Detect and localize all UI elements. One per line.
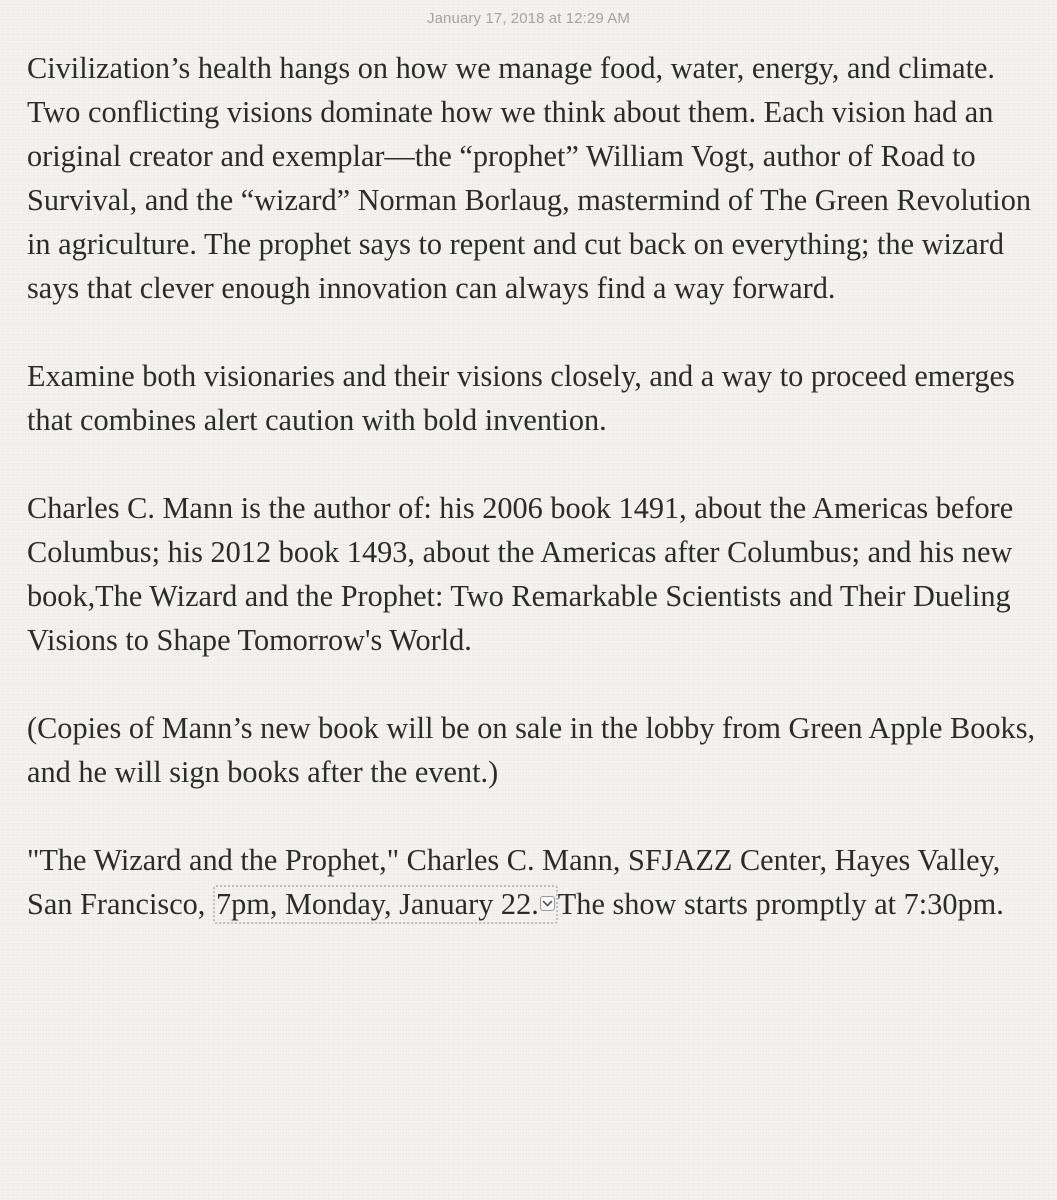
chevron-down-glyph (542, 899, 553, 908)
note-timestamp: January 17, 2018 at 12:29 AM (427, 10, 630, 27)
paragraph-book-sale: (Copies of Mann’s new book will be on sale in the lobby from Green Apple Books, and he will sign books after the event.) (27, 711, 1036, 789)
detected-date-link[interactable] (213, 885, 558, 924)
chevron-down-icon[interactable] (540, 896, 555, 911)
event-text-after-date: The show starts promptly at 7:30pm. (557, 887, 1004, 921)
paragraph-event-details (27, 838, 1039, 926)
paragraph-author-bio: Charles C. Mann is the author of: his 2006 book 1491, about the Americas before Columbus; his 2012 book 1493, about the Americas after Columbus; and his new book,The Wizard and the Prophet: Two Remarkable Scientists and Their Dueling Visions to Shape Tomorrow's World. (27, 491, 1014, 657)
detected-date-text[interactable]: 7pm, Monday, January 22. (215, 887, 539, 921)
note-body[interactable] (27, 46, 1039, 926)
event-text-before-date: "The Wizard and the Prophet," Charles C. Mann, SFJAZZ Center, Hayes Valley, San Francisco, (27, 843, 1001, 921)
paragraph-examine: Examine both visionaries and their visions closely, and a way to proceed emerges that combines alert caution with bold invention. (27, 359, 1015, 437)
paragraph-intro: Civilization’s health hangs on how we manage food, water, energy, and climate. Two conflicting visions dominate how we think about them. Each vision had an original creator and exemplar—the “prophet” William Vogt, author of Road to Survival, and the “wizard” Norman Borlaug, mastermind of The Green Revolution in agriculture. The prophet says to repent and cut back on everything; the wizard says that clever enough innovation can always find a way forward. (27, 51, 1032, 305)
